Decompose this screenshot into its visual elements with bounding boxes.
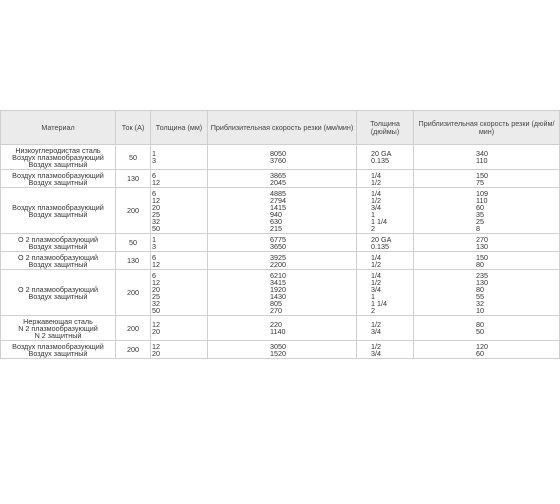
cell-line: Нержавеющая сталь: [23, 316, 93, 326]
speed-inch-cell: [414, 316, 560, 341]
table-row: [1, 270, 560, 316]
speed-inch-cell: [414, 270, 560, 316]
current-cell: 200: [116, 270, 151, 316]
cell-line: 25: [152, 209, 160, 219]
cell-line: 2: [371, 223, 375, 233]
cell-line: 12: [152, 177, 160, 187]
cell-line: Воздух защитный: [28, 348, 88, 358]
cell-line: Воздух защитный: [28, 241, 88, 251]
cell-line: 340: [476, 149, 488, 158]
thickness-mm-cell: [151, 270, 208, 316]
cell-line: 32: [152, 216, 160, 226]
speed-mm-cell: [208, 145, 357, 170]
material-cell: [1, 270, 116, 316]
cell-line: 1/4: [371, 170, 381, 180]
cell-line: 25: [152, 291, 160, 301]
speed-mm-cell: [208, 341, 357, 359]
cell-line: 120: [476, 341, 488, 351]
cell-line: 630: [270, 216, 282, 226]
cell-line: 270: [270, 305, 282, 315]
cell-line: 2045: [270, 177, 286, 187]
thickness-inch-cell: [357, 170, 414, 188]
cell-line: 805: [270, 298, 282, 308]
cell-line: 215: [270, 223, 282, 233]
cell-line: 80: [476, 284, 484, 294]
cell-line: 1: [371, 291, 375, 301]
cell-line: 6: [152, 188, 156, 198]
cell-line: 1: [152, 149, 156, 158]
cell-line: О 2 плазмообразующий: [18, 234, 98, 244]
thickness-mm-cell: [151, 341, 208, 359]
cell-line: 80: [476, 259, 484, 269]
cell-line: 6: [152, 170, 156, 180]
thickness-inch-cell: [357, 188, 414, 234]
cell-line: 2200: [270, 259, 286, 269]
cell-line: 1/4: [371, 188, 381, 198]
cell-line: 130: [476, 277, 488, 287]
current-cell: 50: [116, 234, 151, 252]
cell-line: 110: [476, 195, 488, 205]
material-cell: [1, 252, 116, 270]
current-cell: 130: [116, 252, 151, 270]
speed-mm-cell: [208, 234, 357, 252]
speed-inch-cell: [414, 188, 560, 234]
cell-line: 1920: [270, 284, 286, 294]
thickness-mm-cell: [151, 234, 208, 252]
current-cell: 200: [116, 188, 151, 234]
cell-line: Воздух защитный: [28, 159, 88, 169]
cell-line: Воздух защитный: [28, 177, 88, 187]
table-row: [1, 234, 560, 252]
cell-line: 150: [476, 252, 488, 262]
cell-line: N 2 плазмообразующий: [18, 323, 98, 333]
table-row: [1, 316, 560, 341]
cell-line: 1 1/4: [371, 298, 387, 308]
cell-line: 60: [476, 202, 484, 212]
thickness-mm-cell: [151, 188, 208, 234]
thickness-inch-cell: [357, 316, 414, 341]
cell-line: 1/2: [371, 277, 381, 287]
cell-line: 270: [476, 234, 488, 244]
cell-line: 130: [476, 241, 488, 251]
cell-line: 60: [476, 348, 484, 358]
material-cell: [1, 316, 116, 341]
thickness-mm-cell: [151, 170, 208, 188]
material-cell: [1, 234, 116, 252]
cell-line: Низкоуглеродистая сталь: [15, 145, 101, 155]
cell-line: Воздух плазмообразующий: [12, 152, 104, 162]
cell-line: 6: [152, 252, 156, 262]
cell-line: 55: [476, 291, 484, 301]
cell-line: 3650: [270, 241, 286, 251]
cell-line: 3415: [270, 277, 286, 287]
cell-line: N 2 защитный: [34, 330, 82, 340]
cell-line: 3760: [270, 156, 286, 165]
cell-line: Воздух защитный: [28, 259, 88, 269]
cell-line: 1140: [270, 327, 286, 336]
speed-inch-cell: [414, 170, 560, 188]
thickness-inch-cell: [357, 270, 414, 316]
cell-line: 1/2: [371, 195, 381, 205]
speed-mm-cell: [208, 270, 357, 316]
material-cell: [1, 170, 116, 188]
header-current: Ток (А): [116, 111, 151, 145]
cell-line: 32: [152, 298, 160, 308]
cell-line: 80: [476, 320, 484, 329]
speed-inch-cell: [414, 145, 560, 170]
cell-line: 1/2: [371, 320, 381, 329]
cell-line: 1/2: [371, 259, 381, 269]
speed-mm-cell: [208, 188, 357, 234]
cell-line: 110: [476, 156, 488, 165]
cell-line: 4885: [270, 188, 286, 198]
cell-line: 940: [270, 209, 282, 219]
cell-line: 109: [476, 188, 488, 198]
cell-line: 1/2: [371, 341, 381, 351]
cell-line: 20: [152, 348, 160, 358]
speed-mm-cell: [208, 252, 357, 270]
cell-line: 3925: [270, 252, 286, 262]
header-speed-inch: Приблизительная скорость резки (дюйм/мин): [414, 111, 560, 145]
material-cell: [1, 341, 116, 359]
cell-line: 1/2: [371, 177, 381, 187]
cell-line: 1430: [270, 291, 286, 301]
cell-line: 1 1/4: [371, 216, 387, 226]
header-speed-mm: Приблизительная скорость резки (мм/мин): [208, 111, 357, 145]
current-cell: 200: [116, 341, 151, 359]
current-cell: 50: [116, 145, 151, 170]
speed-inch-cell: [414, 252, 560, 270]
cell-line: 12: [152, 341, 160, 351]
thickness-inch-cell: [357, 234, 414, 252]
speed-mm-cell: [208, 316, 357, 341]
cell-line: 0.135: [371, 156, 389, 165]
cell-line: 20: [152, 284, 160, 294]
cell-line: 150: [476, 170, 488, 180]
cell-line: 2794: [270, 195, 286, 205]
cutting-speed-table: [0, 110, 560, 359]
cell-line: 12: [152, 277, 160, 287]
table-row: [1, 145, 560, 170]
cell-line: 3: [152, 156, 156, 165]
cell-line: 3865: [270, 170, 286, 180]
material-cell: [1, 188, 116, 234]
cell-line: 75: [476, 177, 484, 187]
thickness-mm-cell: [151, 145, 208, 170]
cell-line: Воздух защитный: [28, 209, 88, 219]
cell-line: 50: [152, 223, 160, 233]
material-cell: [1, 145, 116, 170]
cell-line: 3/4: [371, 284, 381, 294]
cell-line: 1/4: [371, 252, 381, 262]
cell-line: 1520: [270, 348, 286, 358]
header-thickness-inch: Толщина (дюймы): [357, 111, 414, 145]
current-cell: 200: [116, 316, 151, 341]
thickness-mm-cell: [151, 316, 208, 341]
cell-line: 10: [476, 305, 484, 315]
table-row: [1, 252, 560, 270]
cell-line: 12: [152, 320, 160, 329]
table-row: [1, 170, 560, 188]
cell-line: 3/4: [371, 327, 381, 336]
speed-inch-cell: [414, 234, 560, 252]
header-row: [1, 111, 560, 145]
cell-line: 35: [476, 209, 484, 219]
cell-line: Воздух защитный: [28, 291, 88, 301]
cell-line: 3/4: [371, 348, 381, 358]
thickness-inch-cell: [357, 341, 414, 359]
cell-line: 1: [371, 209, 375, 219]
cell-line: 8050: [270, 149, 286, 158]
thickness-inch-cell: [357, 145, 414, 170]
header-thickness-mm: Толщина (мм): [151, 111, 208, 145]
cell-line: Воздух плазмообразующий: [12, 170, 104, 180]
cell-line: 6210: [270, 270, 286, 280]
cell-line: 50: [476, 327, 484, 336]
header-material: Материал: [1, 111, 116, 145]
speed-mm-cell: [208, 170, 357, 188]
cell-line: 12: [152, 259, 160, 269]
cell-line: 3/4: [371, 202, 381, 212]
cell-line: 3: [152, 241, 156, 251]
cell-line: 1: [152, 234, 156, 244]
cell-line: 6775: [270, 234, 286, 244]
cell-line: 50: [152, 305, 160, 315]
thickness-inch-cell: [357, 252, 414, 270]
table-row: [1, 188, 560, 234]
cell-line: 12: [152, 195, 160, 205]
cell-line: 32: [476, 298, 484, 308]
cell-line: 1415: [270, 202, 286, 212]
cell-line: 20: [152, 202, 160, 212]
cell-line: 2: [371, 305, 375, 315]
speed-inch-cell: [414, 341, 560, 359]
cell-line: 20: [152, 327, 160, 336]
cell-line: Воздух плазмообразующий: [12, 341, 104, 351]
cell-line: 6: [152, 270, 156, 280]
cell-line: О 2 плазмообразующий: [18, 284, 98, 294]
cell-line: 3050: [270, 341, 286, 351]
cell-line: Воздух плазмообразующий: [12, 202, 104, 212]
cell-line: 220: [270, 320, 282, 329]
cell-line: 8: [476, 223, 480, 233]
table-row: [1, 341, 560, 359]
cell-line: 235: [476, 270, 488, 280]
cell-line: 20 GA: [371, 149, 392, 158]
cell-line: 0.135: [371, 241, 389, 251]
cell-line: 20 GA: [371, 234, 392, 244]
cell-line: О 2 плазмообразующий: [18, 252, 98, 262]
cell-line: 25: [476, 216, 484, 226]
current-cell: 130: [116, 170, 151, 188]
cell-line: 1/4: [371, 270, 381, 280]
thickness-mm-cell: [151, 252, 208, 270]
